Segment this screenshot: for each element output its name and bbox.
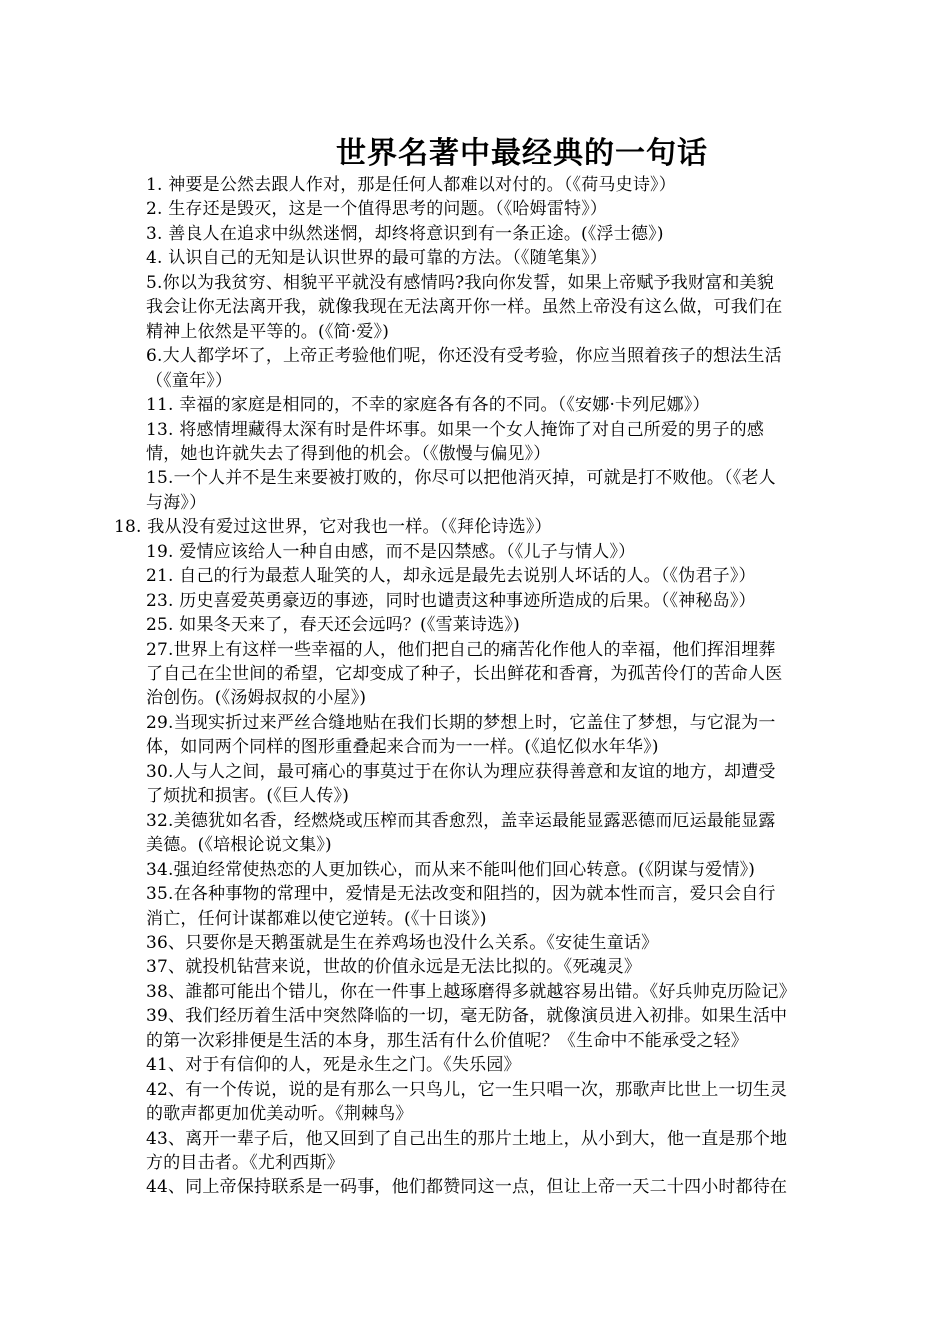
text-line: 23. 历史喜爱英勇豪迈的事迹，同时也谴责这种事迹所造成的后果。（《神秘岛》） (146, 590, 756, 611)
text-line: 18. 我从没有爱过这世界，它对我也一样。（《拜伦诗选》） (114, 517, 552, 538)
text-line: 34.强迫经常使热恋的人更加铁心，而从来不能叫他们回心转意。(《阴谋与爱情》) (146, 859, 756, 880)
text-line: 的第一次彩排便是生活的本身，那生活有什么价值呢？《生命中不能承受之轻》 (146, 1030, 748, 1051)
text-line: 29.当现实折过来严丝合缝地贴在我们长期的梦想上时，它盖住了梦想，与它混为一 (146, 712, 776, 733)
text-line: 精神上依然是平等的。(《简·爱》) (146, 321, 390, 342)
text-line: 42、有一个传说，说的是有那么一只鸟儿，它一生只唱一次，那歌声比世上一切生灵 (146, 1079, 788, 1100)
text-line: 36、只要你是天鹅蛋就是生在养鸡场也没什么关系。《安徒生童话》 (146, 932, 659, 953)
text-line: 11. 幸福的家庭是相同的，不幸的家庭各有各的不同。（《安娜·卡列尼娜》） (146, 395, 710, 416)
text-line: 39、我们经历着生活中突然降临的一切，毫无防备，就像演员进入初排。如果生活中 (146, 1006, 788, 1027)
text-line: 2. 生存还是毁灭，这是一个值得思考的问题。（《哈姆雷特》） (146, 199, 608, 220)
text-line: （《童年》） (146, 370, 233, 391)
text-line: 与海》） (146, 492, 207, 513)
text-line: 了烦扰和损害。(《巨人传》) (146, 786, 350, 807)
text-line: 6.大人都学坏了，上帝正考验他们呢，你还没有受考验，你应当照着孩子的想法生活 (146, 346, 782, 367)
text-line: 43、离开一辈子后，他又回到了自己出生的那片土地上，从小到大，他一直是那个地 (146, 1128, 788, 1149)
text-line: 37、就投机钻营来说，世故的价值永远是无法比拟的。《死魂灵》 (146, 957, 642, 978)
text-line: 35.在各种事物的常理中，爱情是无法改变和阻挡的，因为就本性而言，爱只会自行 (146, 884, 776, 905)
text-line: 41、对于有信仰的人，死是永生之门。《失乐园》 (146, 1055, 521, 1076)
text-line: 21. 自己的行为最惹人耻笑的人，却永远是最先去说别人坏话的人。（《伪君子》） (146, 566, 756, 587)
text-line: 美德。(《培根论说文集》) (146, 835, 332, 856)
text-line: 治创伤。(《汤姆叔叔的小屋》) (146, 688, 367, 709)
text-line: 体，如同两个同样的图形重叠起来合而为一一样。(《追忆似水年华》) (146, 737, 659, 758)
text-line: 44、同上帝保持联系是一码事，他们都赞同这一点，但让上帝一天二十四小时都待在 (146, 1177, 788, 1198)
page-title: 世界名著中最经典的一句话 (336, 136, 708, 171)
text-line: 的歌声都更加优美动听。《荆棘鸟》 (146, 1104, 413, 1125)
text-line: 13. 将感情埋藏得太深有时是件坏事。如果一个女人掩饰了对自己所爱的男子的感 (146, 419, 765, 440)
text-line: 3. 善良人在追求中纵然迷惘，却终将意识到有一条正途。(《浮士德》) (146, 223, 664, 244)
text-line: 25. 如果冬天来了，春天还会远吗？(《雪莱诗选》) (146, 615, 520, 636)
text-line: 27.世界上有这样一些幸福的人，他们把自己的痛苦化作他人的幸福，他们挥泪埋葬 (146, 639, 776, 660)
text-line: 情，她也许就失去了得到他的机会。（《傲慢与偏见》） (146, 443, 551, 464)
text-line: 我会让你无法离开我，就像我现在无法离开你一样。虽然上帝没有这么做，可我们在 (146, 297, 783, 318)
text-line: 方的目击者。《尤利西斯》 (146, 1153, 344, 1173)
text-line: 5.你以为我贫穷、相貌平平就没有感情吗?我向你发誓，如果上帝赋予我财富和美貌 (146, 272, 774, 293)
text-line: 30.人与人之间，最可痛心的事莫过于在你认为理应获得善意和友谊的地方，却遭受 (146, 761, 776, 782)
text-line: 38、誰都可能出个错儿，你在一件事上越琢磨得多就越容易出错。《好兵帅克历险记》 (146, 981, 796, 1002)
text-line: 15.一个人并不是生来要被打败的，你尽可以把他消灭掉，可就是打不败他。（《老人 (146, 468, 776, 489)
text-line: 4. 认识自己的无知是认识世界的最可靠的方法。（《随笔集》） (146, 248, 608, 269)
text-line: 1. 神要是公然去跟人作对，那是任何人都难以对付的。（《荷马史诗》） (146, 175, 676, 195)
text-line: 19. 爱情应该给人一种自由感，而不是囚禁感。（《儿子与情人》） (146, 541, 636, 562)
text-line: 了自己在尘世间的希望，它却变成了种子，长出鲜花和香膏，为孤苦伶仃的苦命人医 (146, 664, 783, 684)
text-line: 32.美德犹如名香，经燃烧或压榨而其香愈烈，盖幸运最能显露恶德而厄运最能显露 (146, 810, 776, 831)
text-line: 消亡，任何计谋都难以使它逆转。(《十日谈》) (146, 908, 487, 929)
